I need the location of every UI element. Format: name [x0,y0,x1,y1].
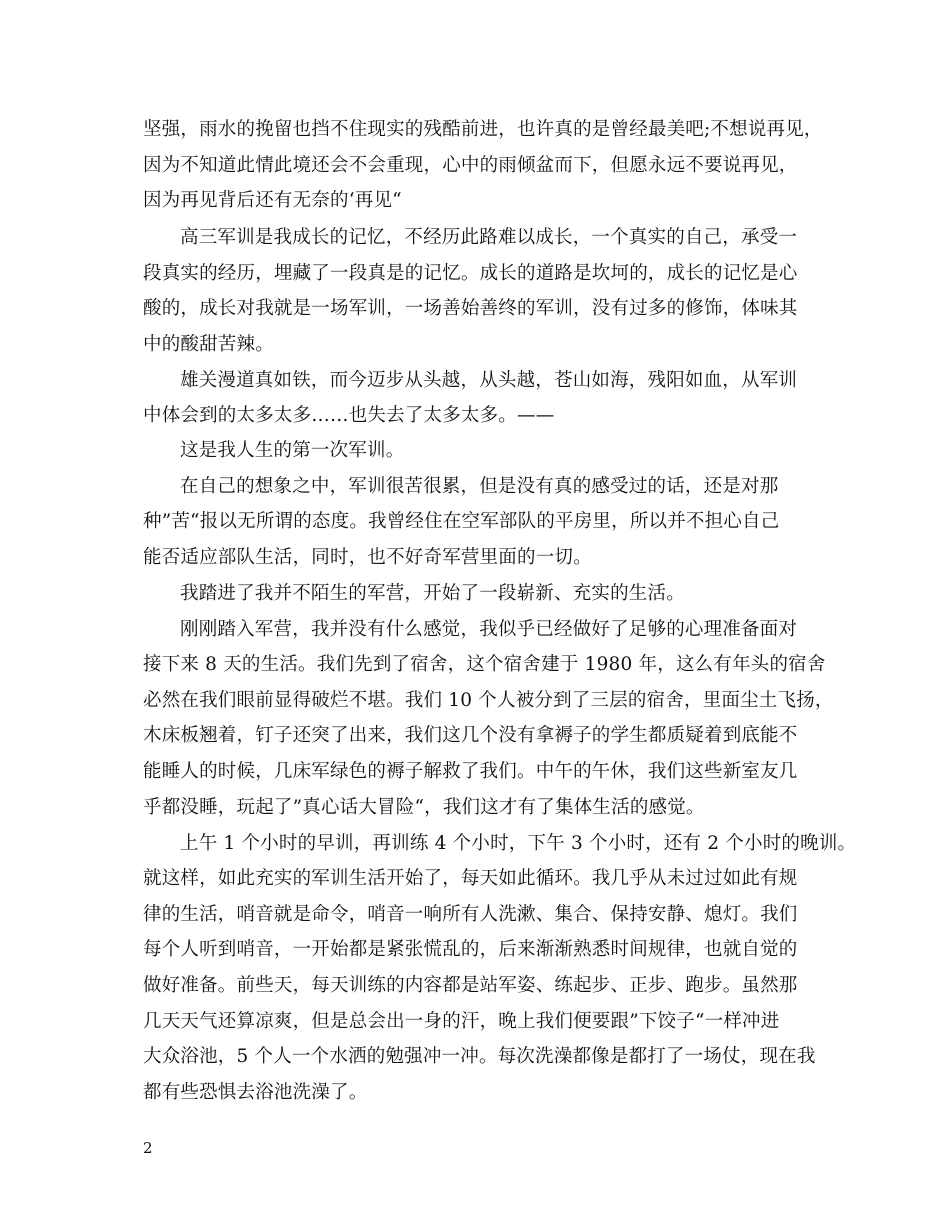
text-line: 律的生活，哨音就是命令，哨音一响所有人洗漱、集合、保持安静、熄灯。我们 [143,904,798,925]
text-line: 木床板翘着，钉子还突了出来，我们这几个没有拿褥子的学生都质疑着到底能不 [143,725,798,746]
text-line: 接下来 8 天的生活。我们先到了宿舍，这个宿舍建于 1980 年，这么有年头的宿舍 [143,654,826,675]
page-number: 2 [143,1139,153,1157]
paragraph-first-line: 在自己的想象之中，军训很苦很累，但是没有真的感受过的话，还是对那 [180,476,779,497]
paragraph-first-line: 雄关漫道真如铁，而今迈步从头越，从头越，苍山如海，残阳如血，从军训 [180,370,798,391]
paragraph-first-line: 上午 1 个小时的早训，再训练 4 个小时，下午 3 个小时，还有 2 个小时的晚训。 [180,833,857,854]
text-line: 种”苦“报以无所谓的态度。我曾经住在空军部队的平房里，所以并不担心自己 [143,511,780,532]
paragraph-first-line: 我踏进了我并不陌生的军营，开始了一段崭新、充实的生活。 [180,583,685,604]
text-line: 几天天气还算凉爽，但是总会出一身的汗，晚上我们便要跟”下饺子“一样冲进 [143,1011,780,1032]
text-line: 大众浴池，5 个人一个水洒的勉强冲一冲。每次洗澡都像是都打了一场仗，现在我 [143,1046,816,1067]
paragraph-first-line: 高三军训是我成长的记忆，不经历此路难以成长，一个真实的自己，承受一 [180,227,798,248]
text-line: 坚强，雨水的挽留也挡不住现实的残酷前进，也许真的是曾经最美吧;不想说再见， [143,119,823,140]
text-line: 酸的，成长对我就是一场军训，一场善始善终的军训，没有过多的修饰，体味其 [143,298,798,319]
text-line: 因为不知道此情此境还会不会重现，心中的雨倾盆而下，但愿永远不要说再见， [143,155,798,176]
text-line: 都有些恐惧去浴池洗澡了。 [143,1082,368,1103]
text-line: 能否适应部队生活，同时，也不好奇军营里面的一切。 [143,547,592,568]
text-line: 做好准备。前些天，每天训练的内容都是站军姿、练起步、正步、跑步。虽然那 [143,975,798,996]
paragraph-first-line: 刚刚踏入军营，我并没有什么感觉，我似乎已经做好了足够的心理准备面对 [180,619,798,640]
text-line: 中体会到的太多太多……也失去了太多太多。—— [143,405,555,426]
text-line: 段真实的经历，埋藏了一段真是的记忆。成长的道路是坎坷的，成长的记忆是心 [143,263,798,284]
text-line: 每个人听到哨音，一开始都是紧张慌乱的，后来渐渐熟悉时间规律，也就自觉的 [143,939,798,960]
text-line: 必然在我们眼前显得破烂不堪。我们 10 个人被分到了三层的宿舍，里面尘土飞扬， [143,690,834,711]
paragraph-first-line: 这是我人生的第一次军训。 [180,440,405,461]
text-line: 因为再见背后还有无奈的‘再见“ [143,190,402,211]
text-line: 乎都没睡，玩起了”真心话大冒险“，我们这才有了集体生活的感觉。 [143,797,705,818]
text-line: 中的酸甜苦辣。 [143,334,274,355]
text-line: 能睡人的时候，几床军绿色的褥子解救了我们。中午的午休，我们这些新室友几 [143,761,798,782]
text-line: 就这样，如此充实的军训生活开始了，每天如此循环。我几乎从未过过如此有规 [143,868,798,889]
